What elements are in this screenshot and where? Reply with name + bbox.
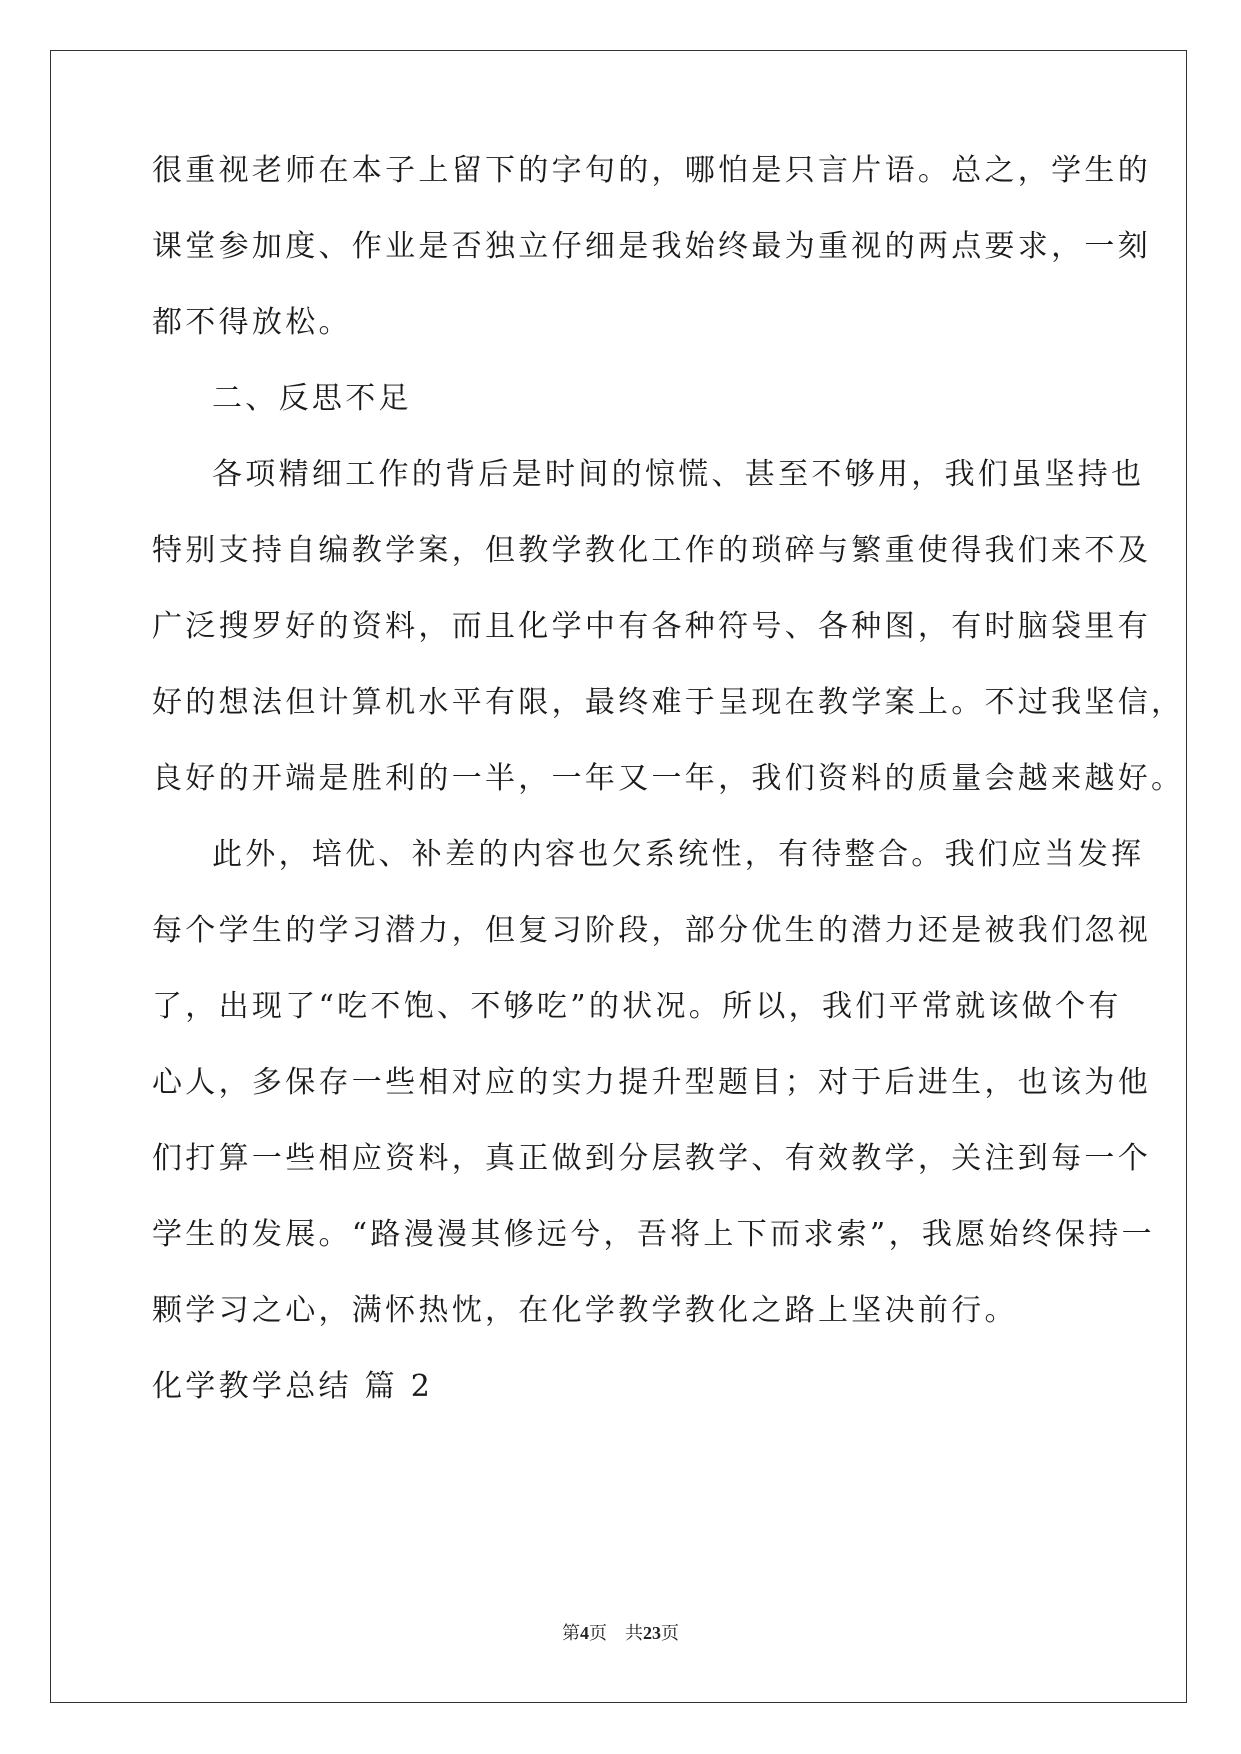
text-line: 心人，多保存一些相对应的实力提升型题目；对于后进生，也该为他 <box>152 1065 1151 1100</box>
text-line: 颗学习之心，满怀热忱，在化学教学教化之路上坚决前行。 <box>152 1293 1018 1328</box>
current-page-number: 4 <box>580 1623 589 1643</box>
section-heading: 二、反思不足 <box>212 381 412 416</box>
text-line: 了，出现了“吃不饱、不够吃”的状况。所以，我们平常就该做个有 <box>152 989 1122 1024</box>
text-line: 良好的开端是胜利的一半，一年又一年，我们资料的质量会越来越好。 <box>152 761 1185 796</box>
text-line: 各项精细工作的背后是时间的惊慌、甚至不够用，我们虽坚持也 <box>212 457 1145 492</box>
text-line: 特别支持自编教学案，但教学教化工作的琐碎与繁重使得我们来不及 <box>152 533 1151 568</box>
text-line: 课堂参加度、作业是否独立仔细是我始终最为重视的两点要求，一刻 <box>152 229 1151 264</box>
text-line: 们打算一些相应资料，真正做到分层教学、有效教学，关注到每一个 <box>152 1141 1151 1176</box>
text-line: 此外，培优、补差的内容也欠系统性，有待整合。我们应当发挥 <box>212 837 1145 872</box>
page-footer <box>0 1619 1241 1645</box>
footer-mid: 页 共 <box>589 1623 643 1643</box>
footer-prefix: 第 <box>562 1623 580 1643</box>
text-line: 都不得放松。 <box>152 305 352 340</box>
text-line: 很重视老师在本子上留下的字句的，哪怕是只言片语。总之，学生的 <box>152 153 1151 188</box>
text-line: 学生的发展。“路漫漫其修远兮，吾将上下而求索”，我愿始终保持一 <box>152 1217 1155 1252</box>
footer-suffix: 页 <box>661 1623 679 1643</box>
text-line: 每个学生的学习潜力，但复习阶段，部分优生的潜力还是被我们忽视 <box>152 913 1151 948</box>
text-line: 好的想法但计算机水平有限，最终难于呈现在教学案上。不过我坚信， <box>152 685 1185 720</box>
article-heading: 化学教学总结 篇 2 <box>152 1369 434 1404</box>
page-border <box>50 50 1187 1703</box>
total-page-count: 23 <box>643 1623 661 1643</box>
text-line: 广泛搜罗好的资料，而且化学中有各种符号、各种图，有时脑袋里有 <box>152 609 1151 644</box>
